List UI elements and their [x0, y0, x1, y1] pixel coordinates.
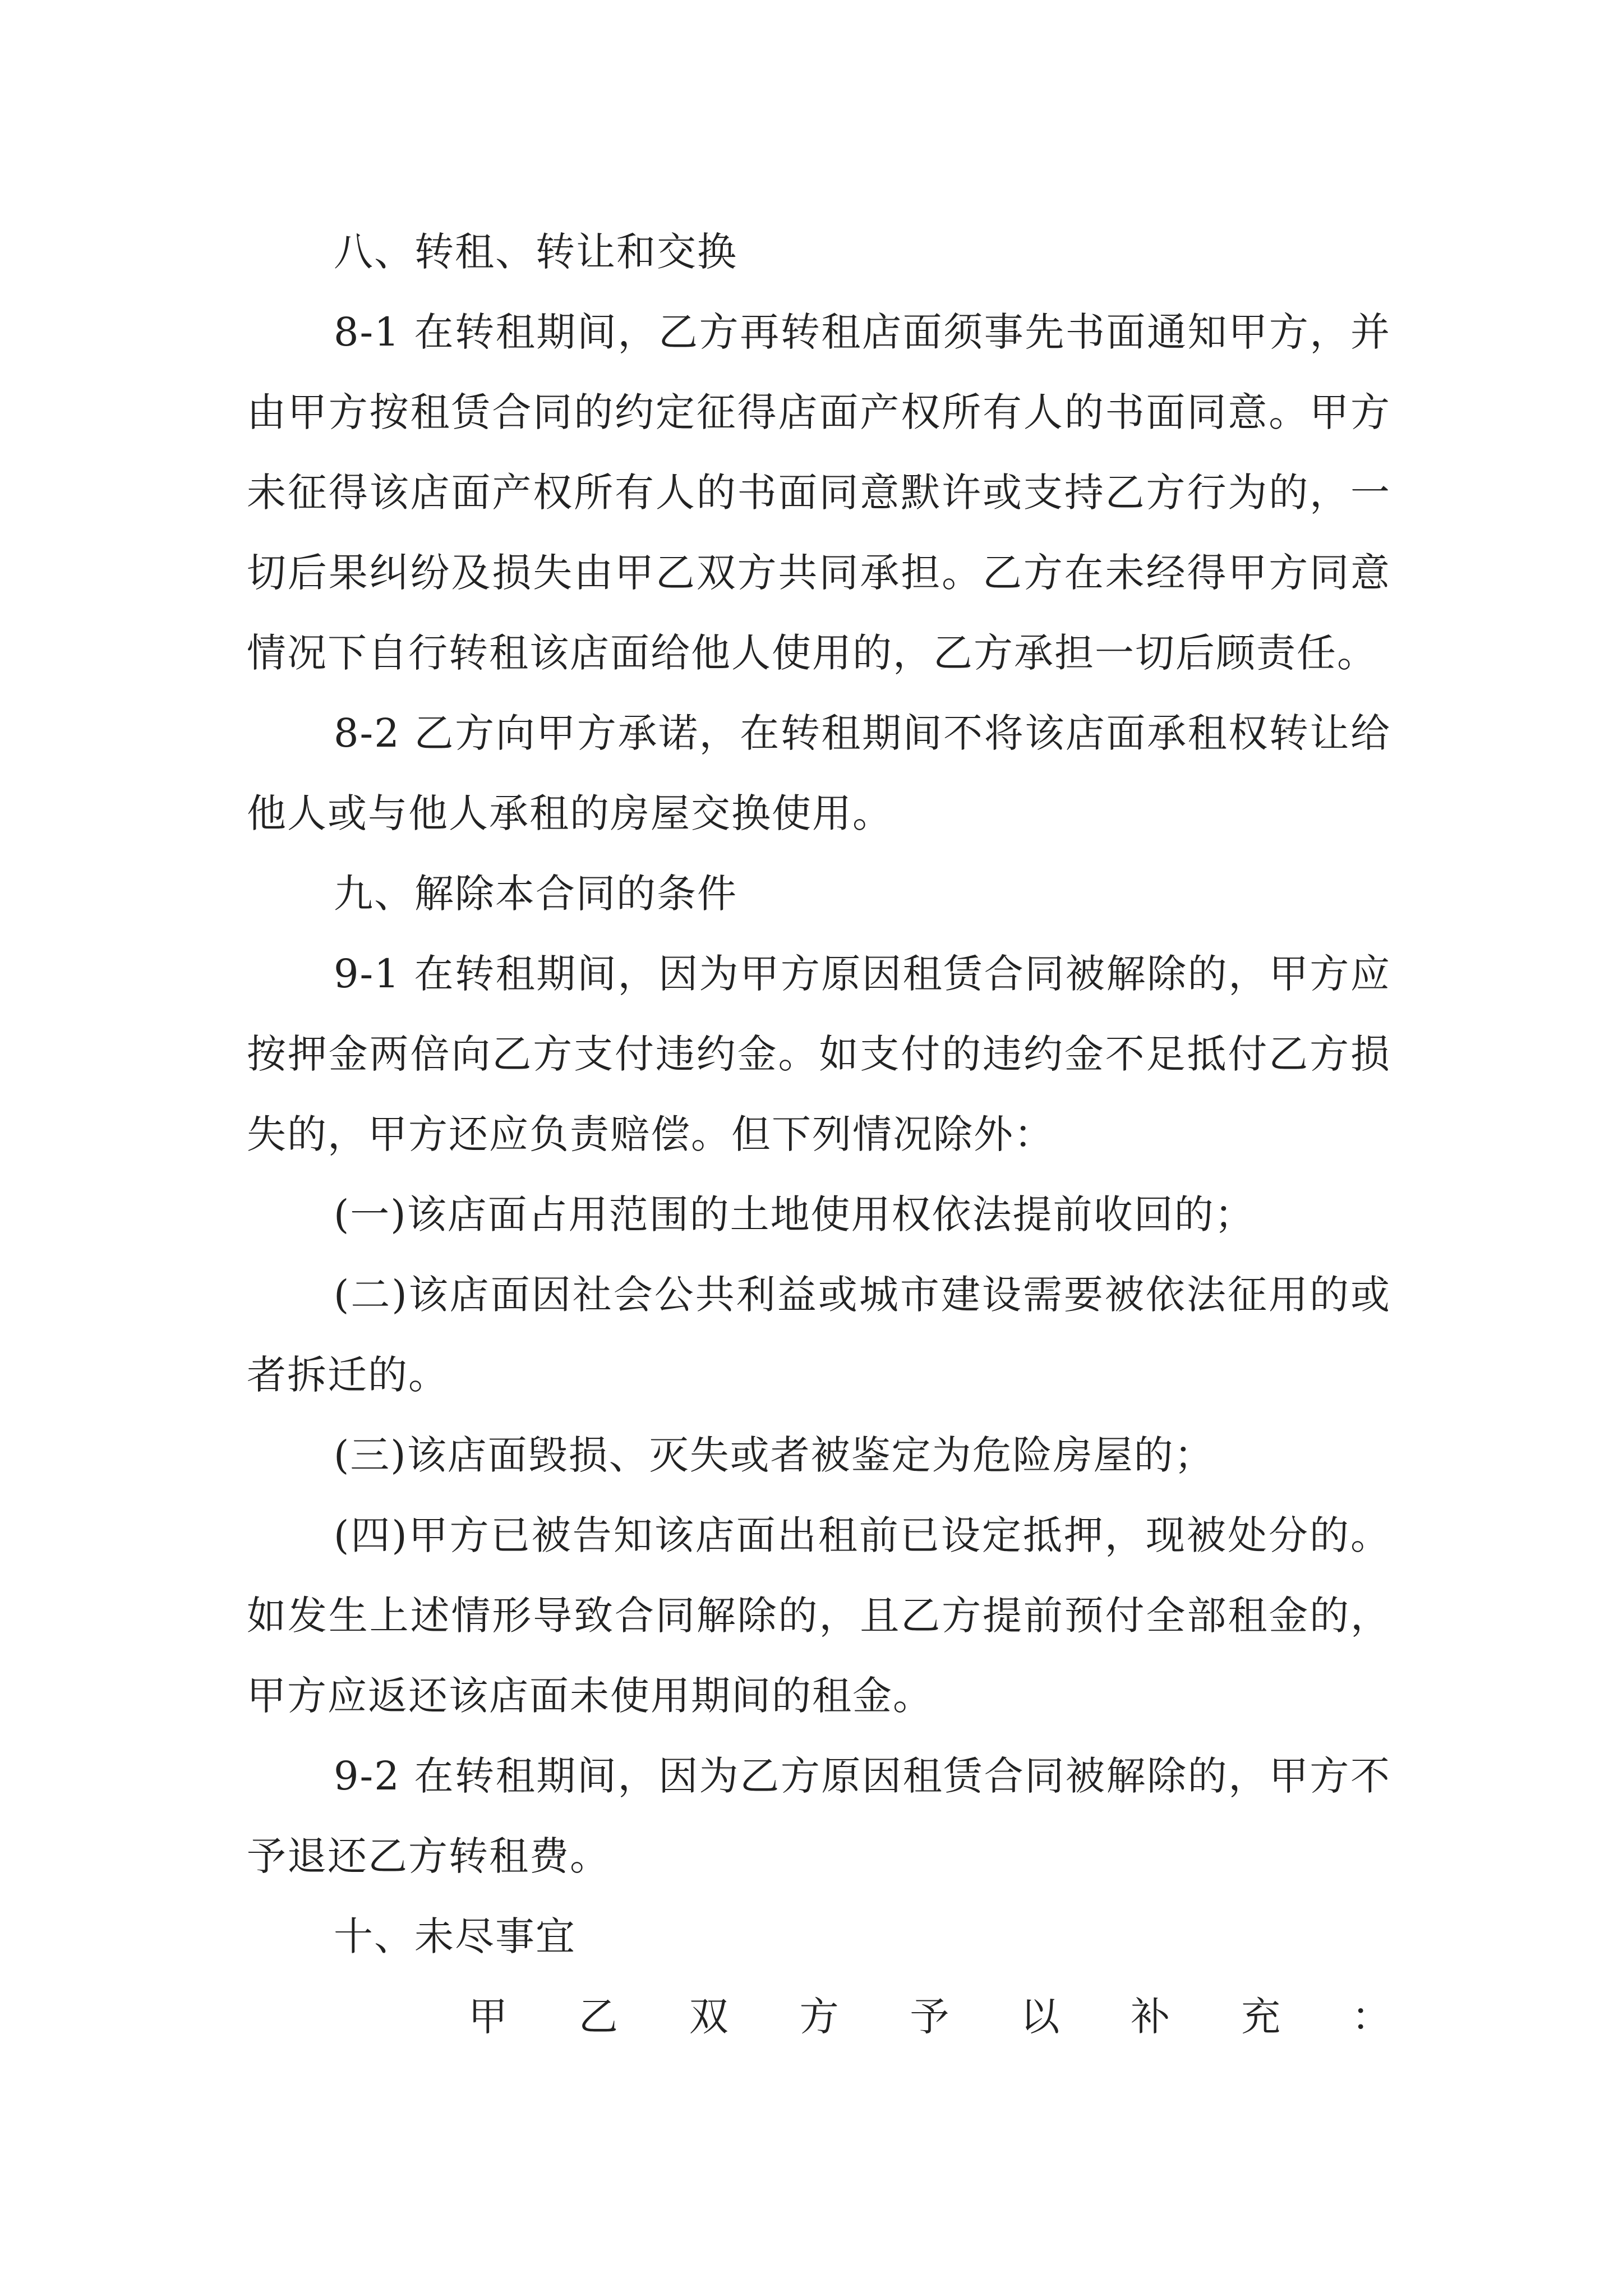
clause-9-2: 9-2 在转租期间，因为乙方原因租赁合同被解除的，甲方不予退还乙方转租费。 — [247, 1753, 1391, 1879]
supplement-char: 甲 — [468, 1994, 508, 2040]
supplement-char: ： — [1352, 1994, 1391, 2040]
document-page — [247, 212, 1391, 2057]
section-heading-8: 八、转租、转让和交换 — [334, 229, 737, 275]
supplement-char: 以 — [1020, 1994, 1060, 2040]
supplement-char: 方 — [799, 1994, 839, 2040]
supplement-char: 予 — [910, 1994, 949, 2040]
supplement-line — [247, 1977, 1391, 2057]
clause-8-1: 8-1 在转租期间，乙方再转租店面须事先书面通知甲方，并由甲方按租赁合同的约定征得店面产权所有人的书面同意。甲方未征得该店面产权所有人的书面同意默许或支持乙方行为的，一切后果纠纷及损失由甲乙双方共同承担。乙方在未经得甲方同意情况下自行转租该店面给他人使用的，乙方承担一切后顾责任。 — [247, 309, 1391, 676]
exception-item-4: (四)甲方已被告知该店面出租前已设定抵押，现被处分的。如发生上述情形导致合同解除的，且乙方提前预付全部租金的，甲方应返还该店面未使用期间的租金。 — [247, 1512, 1391, 1719]
supplement-char: 乙 — [578, 1994, 618, 2040]
supplement-char: 补 — [1131, 1994, 1170, 2040]
supplement-char: 充 — [1241, 1994, 1281, 2040]
exception-item-3: (三)该店面毁损、灭失或者被鉴定为危险房屋的； — [334, 1432, 1215, 1478]
section-heading-10: 十、未尽事宜 — [334, 1913, 576, 1959]
supplement-char: 双 — [689, 1994, 728, 2040]
clause-9-1: 9-1 在转租期间，因为甲方原因租赁合同被解除的，甲方应按押金两倍向乙方支付违约金。如支付的违约金不足抵付乙方损失的，甲方还应负责赔偿。但下列情况除外： — [247, 951, 1391, 1157]
section-heading-9: 九、解除本合同的条件 — [334, 871, 737, 917]
exception-item-2: (二)该店面因社会公共利益或城市建设需要被依法征用的或者拆迁的。 — [247, 1272, 1391, 1398]
clause-8-2: 8-2 乙方向甲方承诺，在转租期间不将该店面承租权转让给他人或与他人承租的房屋交换使用。 — [247, 710, 1391, 836]
exception-item-1: (一)该店面占用范围的土地使用权依法提前收回的； — [334, 1191, 1255, 1237]
